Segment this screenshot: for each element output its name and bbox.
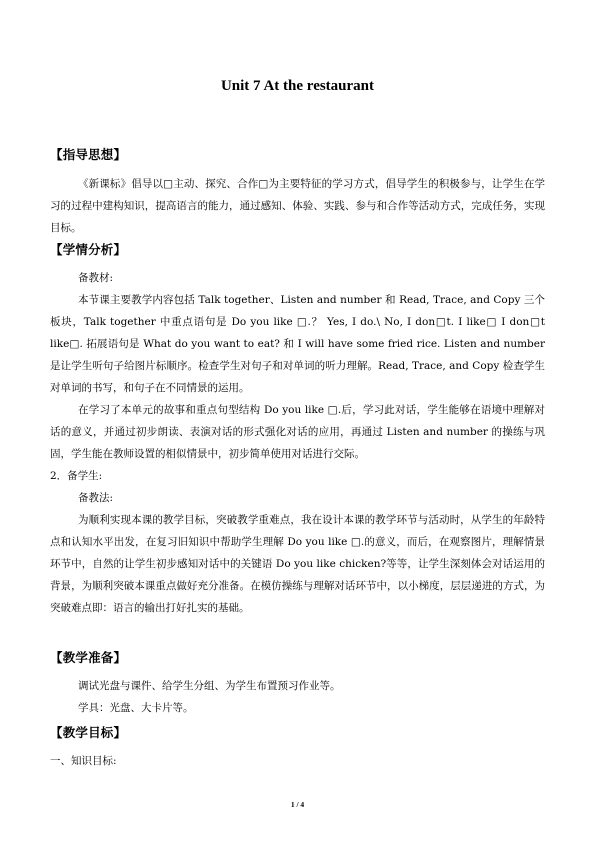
guiding-thought-paragraph: 《新课标》倡导以□主动、探究、合作□为主要特征的学习方式，倡导学生的积极参与，让学生在学习的过程中建构知识，提高语言的能力，通过感知、体验、实践、参与和合作等活动方式，完成任务，实现目标。	[50, 178, 545, 234]
dialogue-paragraph: 在学习了本单元的故事和重点句型结构 Do you like □.后，学习此对话，学生能够在语境中理解对话的意义，并通过初步朗读、表演对话的形式强化对话的应用，再通过 Listen and number 的操练与巩固，学生能在教师设置的相似情景中，初步简单使用对话进行交际。	[50, 404, 545, 460]
preparation-line-1: 调试光盘与课件、给学生分组、为学生布置预习作业等。	[78, 680, 341, 692]
knowledge-objectives-label: 一、知识目标:	[50, 755, 117, 767]
page-number: 1 / 4	[290, 800, 305, 809]
methods-paragraph: 为顺利实现本课的教学目标，突破教学重难点，我在设计本课的教学环节与活动时，从学生的年龄特点和认知水平出发，在复习旧知识中帮助学生理解 Do you like □.的意义，而后，在观察图片，理解情景环节中，自然的让学生初步感知对话中的关键语 Do you like chicken?等等，让学生深刻体会对话运用的背景，为顺利突破本课重点做好充分准备。在模仿操练与理解对话环节中，以小梯度，层层递进的方式，为突破难点即：语言的输出打好扎实的基础。	[50, 514, 545, 614]
materials-paragraph: 本节课主要教学内容包括 Talk together、Listen and number 和 Read, Trace, and Copy 三个板块，Talk together 中重点语句是 Do you like □.？ Yes, I do.\ No, I don□t. I like□ I don□t like□. 拓展语句是 What do you want to eat? 和 I will have some fried rice. Listen and number 是让学生听句子给图片标顺序。检查学生对句子和对单词的听力理解。Read, Trace, and Copy 检查学生对单词的书写，和句子在不同情景的运用。	[50, 294, 545, 394]
document-title: Unit 7 At the restaurant	[220, 78, 375, 94]
prepare-students-item: 2．备学生:	[50, 470, 103, 482]
section-heading-preparation: 【教学准备】	[50, 650, 127, 665]
section-heading-guiding-thought: 【指导思想】	[50, 147, 127, 162]
prepare-methods-label: 备教法:	[78, 492, 114, 504]
section-heading-objectives: 【教学目标】	[50, 725, 127, 740]
section-heading-learner-analysis: 【学情分析】	[50, 242, 127, 257]
prepare-materials-label: 备教材:	[78, 272, 114, 284]
preparation-line-2: 学具：光盘、大卡片等。	[78, 702, 194, 714]
